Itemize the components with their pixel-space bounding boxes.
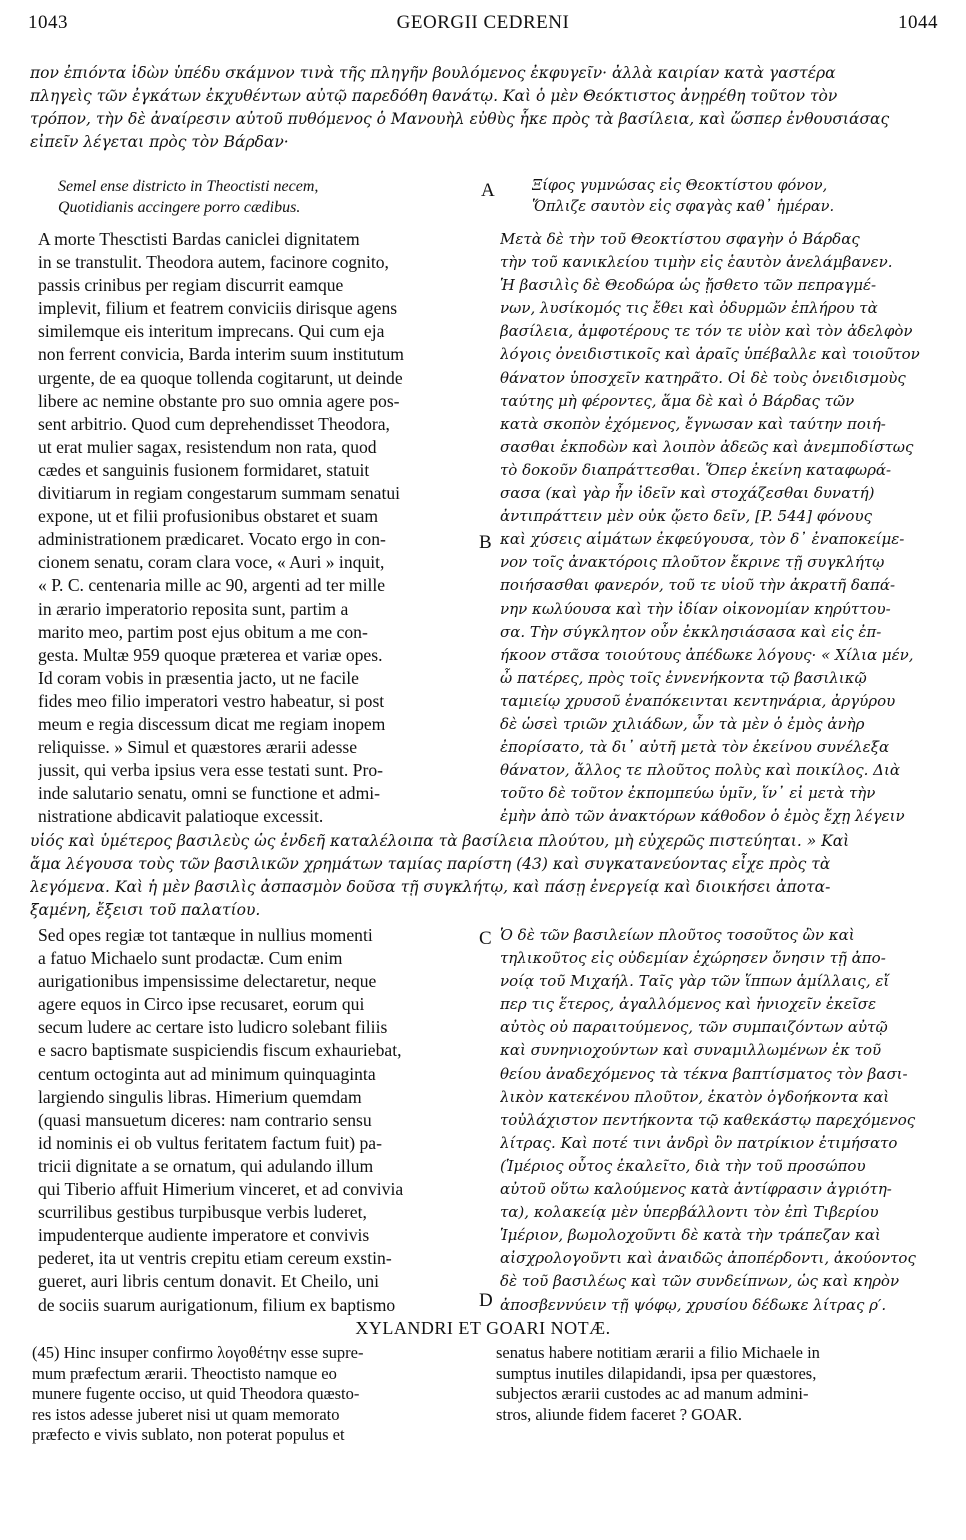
verse-latin <box>58 176 468 218</box>
text-line: κατὰ σκοπὸν ἐχόμενος, ἔγνωσαν καὶ ταύτην ποιή- <box>500 414 886 433</box>
text-line: δὲ ὡσεὶ τριῶν χιλιάδων, ὧν τὰ μὲν ὁ ἐμὸς ἀνὴρ <box>500 714 865 733</box>
text-line: περ τις ἕτερος, ἀγαλλόμενος καὶ ἡνιοχεῖν ἐκεῖσε <box>500 995 877 1014</box>
verse-line: Ὅπλιζε σαυτὸν εἰς σφαγὰς καθ᾽ ἡμέραν. <box>532 199 835 215</box>
text-line: (45) Hinc insuper confirmo λογοθέτην esse supre- <box>32 1343 364 1362</box>
text-line: passis crinibus per regiam discurrit eamque <box>38 275 344 296</box>
text-line: ἐμὴν ἀπὸ τῶν ἀνακτόρων κάθοδον ὁ ἐμὸς ἔχῃ λέγειν <box>500 807 905 826</box>
text-line: νοίᾳ τοῦ Μιχαήλ. Ταῖς γὰρ τῶν ἵππων ἁμίλλαις, εἴ <box>500 972 890 991</box>
left-page-number: 1043 <box>28 12 68 33</box>
text-line: ut erat mulier sagax, resistendum non rata, quod <box>38 436 377 457</box>
text-line: aurigationibus impensissime delectaretur, neque <box>38 971 377 992</box>
margin-letter-b: B <box>479 532 492 553</box>
text-line: « P. C. centenaria mille ac 90, argenti ad ter mille <box>38 575 386 596</box>
text-line: in ærario imperatorio reposita sunt, partim a <box>38 598 349 619</box>
text-line: marito meo, partim post ejus obitum a me con- <box>38 621 368 642</box>
text-line: nistratione abdicavit palatioque excessit. <box>38 806 324 827</box>
text-line: cædes et sanguinis fusionem formidaret, statuit <box>38 459 370 480</box>
text-line: λόγοις ὀνειδιστικοῖς καὶ ἀραῖς ὑπέβαλλε καὶ τοιοῦτον <box>500 345 920 364</box>
text-line: sent arbitrio. Quod cum deprehendisset Theodora, <box>38 413 390 434</box>
text-line: inde salutario senatu, omni se functione et admi- <box>38 783 381 804</box>
text-line: gueret, auri libris centum donavit. Et Cheilo, uni <box>38 1271 380 1292</box>
text-line: urgente, de ea quoque tollenda cogitarunt, ut deinde <box>38 367 403 388</box>
text-line: administrationem prædicaret. Vocato ergo in con- <box>38 529 386 550</box>
text-line: agere equos in Circo ipse recusaret, eorum qui <box>38 994 365 1015</box>
text-line: τα), κολακείᾳ μὲν ὑπερβάλλοντι τὸν ἐπὶ Τιβερίου <box>500 1203 879 1222</box>
text-line: munere fugente occiso, ut quid Theodora quæsto- <box>32 1384 360 1403</box>
text-line: libere ac nemine obstante pro suo omnia agere pos- <box>38 390 400 411</box>
text-line: centum octoginta aut ad minimum quinquaginta <box>38 1063 376 1084</box>
text-line: σασα (καὶ γὰρ ἦν ἰδεῖν καὶ στοχάζεσθαι δυνατή) <box>500 484 875 503</box>
text-line: θάνατον ὑποσχεῖν κατηρᾶτο. Οἱ δὲ τοὺς ὀνειδισμοὺς <box>500 368 906 387</box>
text-line: ὦ πατέρες, πρὸς τοῖς ἐννενήκοντα τῷ βασιλικῷ <box>500 668 867 687</box>
text-line: jussit, qui verba ipsius vera esse testati sunt. Pro- <box>38 760 383 781</box>
text-line: αὐτοῦ οὕτω καλούμενος κατὰ ἀντίφρασιν ἀγριότη- <box>500 1180 892 1199</box>
text-line: fides meo filio imperatori vestro habeatur, si post <box>38 690 385 711</box>
text-line: νον τοῖς ἀνακτόροις πλοῦτον ἔκρινε τῇ συγκλήτῳ <box>500 553 885 572</box>
text-line: ταμιείῳ χρυσοῦ ἐναπόκεινται κεντηνάρια, ἀργύρου <box>500 691 896 710</box>
text-line: scurrilibus gestibus turpibusque verbis luderet, <box>38 1202 367 1223</box>
text-line: non ferrent convicia, Barda interim suum institutum <box>38 344 404 365</box>
text-line: expone, ut et filii profusionibus obstaret et suam <box>38 506 379 527</box>
running-title: GEORGII CEDRENI <box>396 12 570 33</box>
text-line: ἀντιπράττειν μὲν οὐκ ᾤετο δεῖν, [P. 544] φόνους <box>500 507 872 526</box>
text-line: de sociis suarum aurigationum, filium ex baptismo <box>38 1294 396 1315</box>
text-line: νων, λυσίκομός τις ἔθει καὶ ὀδυρμῶν ἐπλήρου τὰ <box>500 299 878 318</box>
right-page-number: 1044 <box>898 12 938 33</box>
text-line: pederet, ita ut ventris crepitu etiam cereum exstin- <box>38 1248 392 1269</box>
text-line: divitiarum in regiam congestarum summam senatui <box>38 483 401 504</box>
notes-right-column <box>496 1343 940 1425</box>
text-line: implevit, filium et featrem conviciis dirisque agens <box>38 298 398 319</box>
text-line: ήκοον στᾶσα τοιούτους ἀπέδωκε λόγους· « Χίλια μέν, <box>500 645 914 664</box>
text-line: stros, aliunde fidem faceret ? GOAR. <box>496 1404 743 1424</box>
mid-greek-paragraph <box>30 830 940 922</box>
text-line: reliquisse. » Simul et quæstores ærarii adesse <box>38 737 358 758</box>
text-line: subjectos ærarii custodes ac ad manum admini- <box>496 1384 809 1403</box>
greek-column-2 <box>500 924 944 1317</box>
text-line: ἀποσβεννύειν τῇ ψόφῳ, χρυσίου δέδωκε λίτρας ρ′. <box>500 1295 887 1314</box>
text-line: in se transtulit. Theodora autem, facinore cognito, <box>38 252 389 273</box>
text-line: e sacro baptismate suspiciendis fiscum exhauriebat, <box>38 1040 402 1061</box>
text-line: νην κωλύουσα καὶ τὴν ἰδίαν οἰκονομίαν κηρύττου- <box>500 599 891 618</box>
verse-greek <box>532 176 942 218</box>
text-line: gesta. Multæ 959 quoque præterea et variæ opes. <box>38 644 383 665</box>
text-line: Sed opes regiæ tot tantæque in nullius momenti <box>38 925 373 945</box>
text-line: cionem senatu, coram clara voce, « Auri » inquit, <box>38 552 385 573</box>
text-line: A morte Thesctisti Bardas caniclei dignitatem <box>38 229 360 249</box>
margin-letter-c: C <box>479 928 492 949</box>
text-line: τηλικοῦτος εἰς οὐδεμίαν ἐχώρησεν ὄνησιν τῇ ἀπο- <box>500 949 886 968</box>
text-line: λικὸν κατεκένου πλοῦτον, ἑκατὸν ὀγδοήκοντα καὶ <box>500 1087 890 1106</box>
verse-line: Ξίφος γυμνώσας εἰς Θεοκτίστου φόνον, <box>532 178 828 194</box>
text-line: (quasi mansuetum diceres: nam contrario sensu <box>38 1109 372 1130</box>
text-line: mum præfectum ærarii. Theoctisto namque eo <box>32 1363 337 1383</box>
text-line: τρόπον, τὴν δὲ ἀναίρεσιν αὐτοῦ πυθόμενος ὁ Μανουὴλ εὐθὺς ἧκε πρὸς τὰ βασίλεια, καὶ ὥσπερ ἐνθουσιάσας <box>30 110 890 128</box>
text-line: πληγεὶς τῶν ἐγκάτων ἐκχυθέντων αὐτῷ παρεδόθη θανάτῳ. Καὶ ὁ μὲν Θεόκτιστος ἀνῃρέθη τοῦτον τὸν <box>30 87 838 105</box>
text-line: meum e regia discessum dicat me regiam inopem <box>38 713 386 734</box>
text-line: Id coram vobis in præsentia jacto, ut ne facile <box>38 667 359 688</box>
text-line: τὴν τοῦ κανικλείου τιμὴν εἰς ἑαυτὸν ἀνελάμβανεν. <box>500 253 893 272</box>
text-line: τοὐλάχιστον πεντήκοντα τῷ καθεκάστῳ παρεχόμενος <box>500 1110 916 1129</box>
text-line: Ὁ δὲ τῶν βασιλείων πλοῦτος τοσοῦτος ὢν καὶ <box>500 926 855 944</box>
text-line: λίτρας. Καὶ ποτέ τινι ἀνδρὶ ὃν πατρίκιον ἐτιμήσατο <box>500 1133 898 1152</box>
text-line: res istos adesse juberet nisi ut quam memorato <box>32 1404 340 1424</box>
text-line: σασθαι ἐκποδὼν καὶ λοιπὸν ἀδεῶς καὶ ἀνεμποδίστως <box>500 437 914 456</box>
text-line: tricii dignitate a se ornatum, qui adulando illum <box>38 1155 374 1176</box>
text-line: Μετὰ δὲ τὴν τοῦ Θεοκτίστου σφαγὴν ὁ Βάρδας <box>500 230 860 248</box>
text-line: secum ludere ac certare isto ludicro solebant filiis <box>38 1017 388 1038</box>
text-line: ποιήσασθαι φανερόν, τοῦ τε υἱοῦ τὴν ἀκρατῆ δαπά- <box>500 576 896 595</box>
text-line: largiendo singulis libras. Himerium quemdam <box>38 1086 362 1107</box>
text-line: τοῦτο δὲ τοῦτον ἐκπομπεύω ὑμῖν, ἵν᾽ εἰ μετὰ τὴν <box>500 784 876 803</box>
text-line: εἰπεῖν λέγεται πρὸς τὸν Βάρδαν· <box>30 133 289 151</box>
text-line: senatus habere notitiam ærarii a filio Michaele in <box>496 1343 820 1362</box>
text-line: (Ἱμέριος οὗτος ἐκαλεῖτο, διὰ τὴν τοῦ προσώπου <box>500 1156 866 1175</box>
text-line: Ἡ βασιλὶς δὲ Θεοδώρα ὡς ᾔσθετο τῶν πεπραγμέ- <box>500 276 877 295</box>
running-header <box>28 12 938 42</box>
text-line: θάνατον, ἄλλος τε πλοῦτος πολὺς καὶ ποικίλος. Διὰ <box>500 761 900 780</box>
text-line: ξαμένη, ἔξεισι τοῦ παλατίου. <box>30 901 261 919</box>
text-line: id nominis ei ob vultus feritatem factum fuit) pa- <box>38 1132 382 1153</box>
text-line: δὲ τοῦ βασιλέως καὶ τῶν συνδείπνων, ὡς καὶ κηρὸν <box>500 1272 900 1291</box>
text-line: qui Tiberio affuit Himerium vinceret, et ad convivia <box>38 1179 404 1200</box>
text-line: σα. Τὴν σύγκλητον οὖν ἐκκλησιάσασα καὶ εἰς ἐπ- <box>500 622 882 641</box>
text-line: ταύτης μὴ φέροντες, ἅμα δὲ καὶ ὁ Βάρδας τῶν <box>500 391 855 410</box>
text-line: sumptus inutiles dilapidandi, ipsa per quæstores, <box>496 1363 817 1383</box>
latin-column-1 <box>38 228 474 828</box>
text-line: Ἱμέριον, βωμολοχοῦντι δὲ κατὰ τὴν τράπεζαν καὶ <box>500 1226 881 1245</box>
text-line: βασίλεια, ἀμφοτέρους τε τόν τε υἱὸν καὶ τὸν ἀδελφὸν <box>500 322 913 341</box>
verse-line: Quotidianis accingere porro cædibus. <box>58 199 301 216</box>
top-greek-paragraph <box>30 62 940 154</box>
text-line: αὐτὸς οὐ παραιτούμενος, τῶν συμπαιζόντων αὐτῷ <box>500 1018 888 1037</box>
text-line: θείου ἀναδεχόμενος τὰ τέκνα βαπτίσματος τὸν βασι- <box>500 1064 908 1083</box>
text-line: ἐπορίσατο, τὰ δι᾽ αὐτῆ μετὰ τὸν ἐκείνου συνέλεξα <box>500 738 890 757</box>
text-line: a fatuo Michaelo sunt prodactæ. Cum enim <box>38 948 343 969</box>
latin-column-2 <box>38 924 474 1317</box>
notes-left-column <box>32 1343 472 1446</box>
verse-line: Semel ense districto in Theoctisti necem, <box>58 178 319 195</box>
text-line: πον ἐπιόντα ἰδὼν ὑπέδυ σκάμνον τινὰ τῆς πληγῆν βουλόμενος ἐκφυγεῖν· ἀλλὰ καιρίαν κατὰ γαστέρα <box>30 64 836 82</box>
text-line: λεγόμενα. Καὶ ἡ μὲν βασιλὶς ἀσπασμὸν δοῦσα τῇ συγκλήτῳ, καὶ πάσῃ ἐνεργείᾳ καὶ διοικήσει ἀποτα- <box>30 878 831 896</box>
margin-letter-d: D <box>479 1290 493 1311</box>
text-line: καὶ χύσεις αἱμάτων ἐκφεύγουσα, τὸν δ᾽ ἐναποκείμε- <box>500 530 905 549</box>
notes-title: XYLANDRI ET GOARI NOTÆ. <box>355 1318 611 1338</box>
text-line: similemque eis interitum imprecans. Qui cum eja <box>38 321 385 342</box>
margin-letter-a: A <box>481 180 495 201</box>
text-line: ἅμα λέγουσα τοὺς τῶν βασιλικῶν χρημάτων ταμίας παρίστη (43) καὶ συγκατανεύοντας εἶχε πρὸς τὰ <box>30 855 831 873</box>
greek-column-1 <box>500 228 944 828</box>
text-line: αἰσχρολογοῦντι καὶ ἀναιδῶς ἀποπέρδοντι, ἀκούοντος <box>500 1249 916 1268</box>
text-line: præfecto e vivis sublato, non poterat populus et <box>32 1425 345 1444</box>
text-line: υἱός καὶ ὑμέτερος βασιλεὺς ὡς ἐνδεῆ καταλέλοιπα τὰ βασίλεια πλούτου, μὴ εὐχερῶς πιστεύηται. » Καὶ <box>30 832 850 850</box>
text-line: τὸ δοκοῦν διαπράττεσθαι. Ὅπερ ἐκείνη καταφωρά- <box>500 460 892 479</box>
text-line: καὶ συνηνιοχούντων καὶ συναμιλλωμένων ἐκ τοῦ <box>500 1041 882 1060</box>
text-line: impudenterque audiente imperatore et convivis <box>38 1225 370 1246</box>
